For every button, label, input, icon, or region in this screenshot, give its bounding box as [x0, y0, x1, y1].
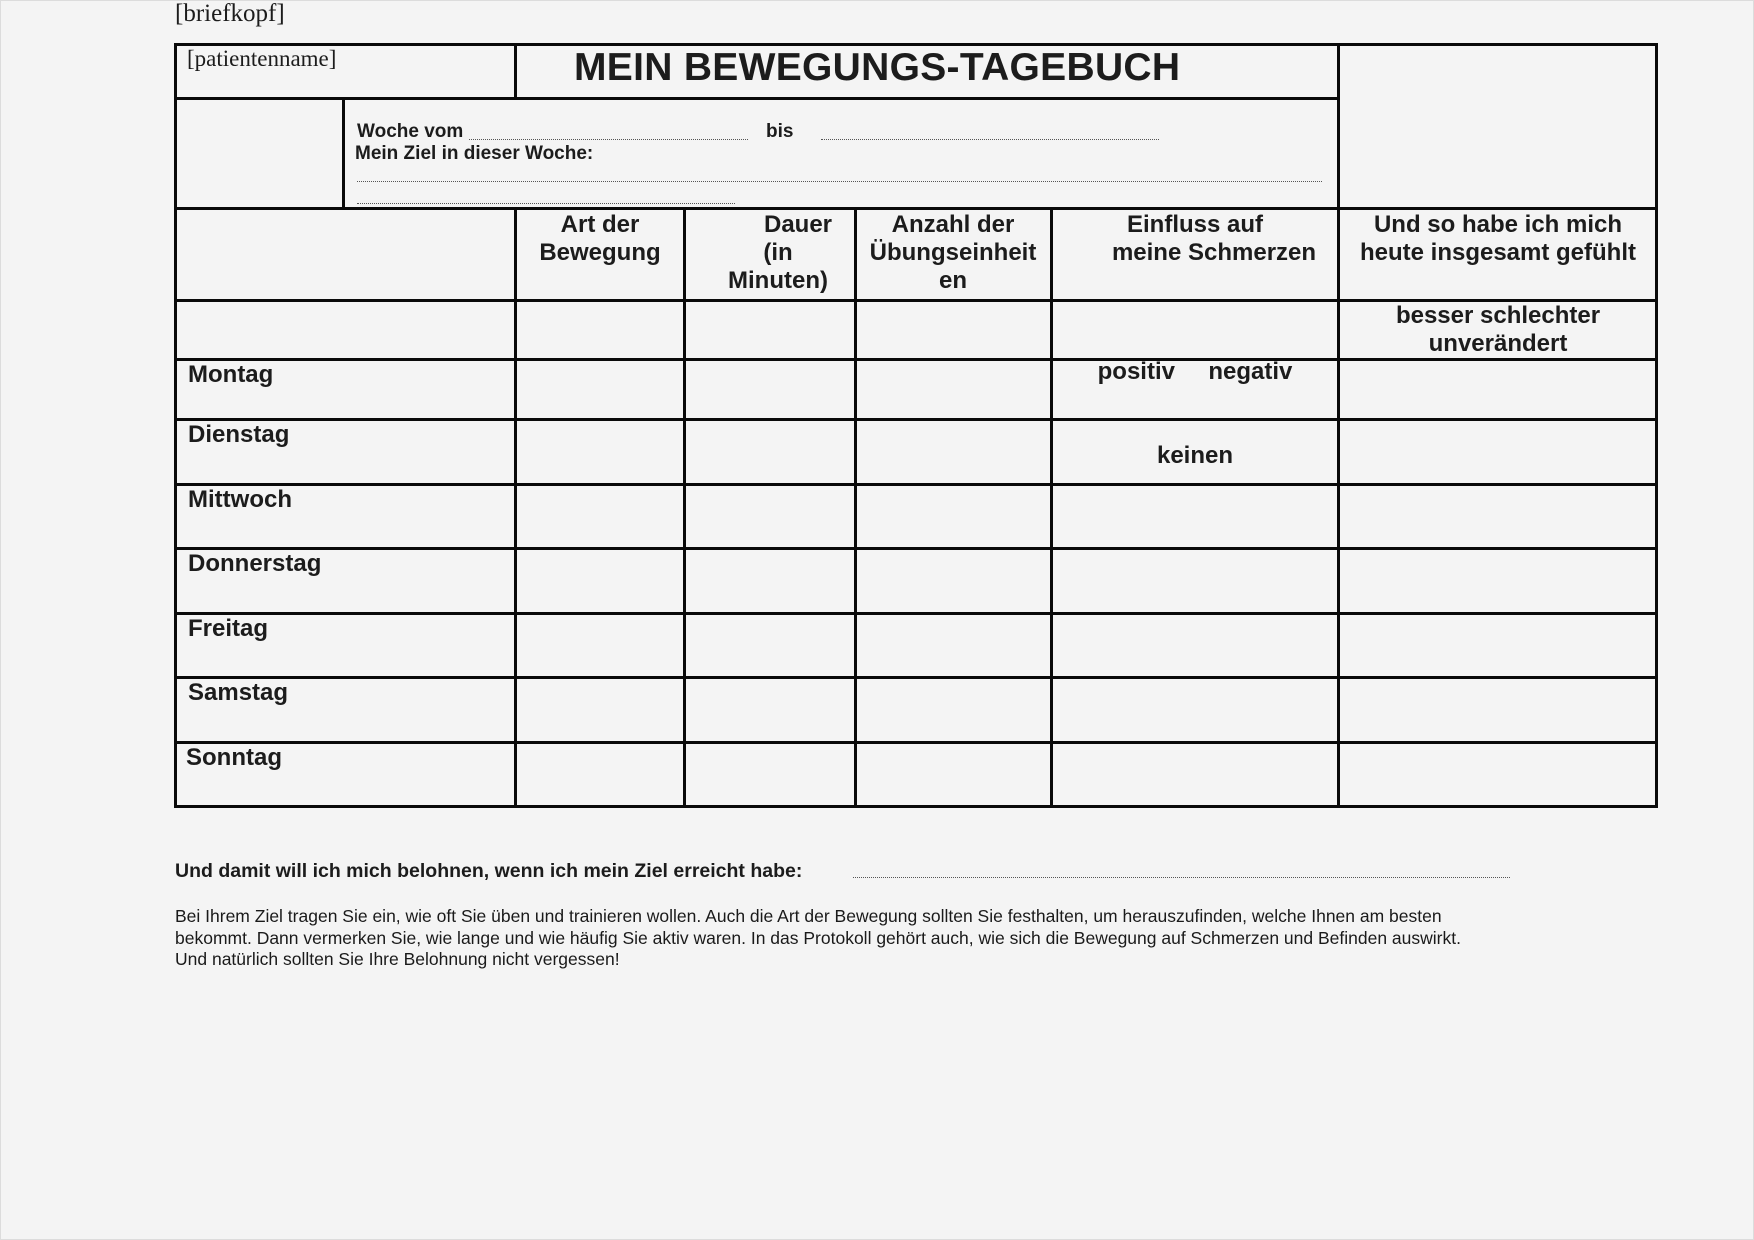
reward-field[interactable]	[853, 877, 1510, 878]
column-header-feeling	[1340, 211, 1656, 267]
instructions-line: Bei Ihrem Ziel tragen Sie ein, wie oft Sie üben und trainieren wollen. Auch die Art der Bewegung sollten Sie festhalten, um herauszufinden, welche Ihnen am besten	[175, 906, 1442, 926]
instructions-line: bekommt. Dann vermerken Sie, wie lange und wie häufig Sie aktiv waren. In das Protokoll gehört auch, wie sich die Bewegung auf Schmerzen und Befinden auswirkt.	[175, 927, 1461, 948]
header-line: Art der	[560, 211, 640, 238]
feeling-options	[1340, 302, 1656, 358]
options-line: keinen	[1156, 442, 1234, 469]
table-border-bottom	[174, 805, 1658, 808]
table-border-right	[1655, 43, 1658, 808]
header-line: Einfluss auf	[1126, 211, 1264, 238]
day-label-dienstag: Dienstag	[188, 421, 290, 448]
header-line: Dauer	[763, 211, 833, 238]
letterhead-placeholder: [briefkopf]	[175, 0, 285, 27]
divider-week-left	[342, 97, 345, 209]
table-divider-header	[174, 207, 1658, 210]
week-from-field[interactable]	[469, 139, 748, 140]
table-divider-montag	[174, 358, 1658, 361]
divider-type-col	[514, 207, 517, 808]
header-line: Bewegung	[539, 239, 661, 266]
patient-name-placeholder: [patientenname]	[187, 46, 337, 71]
header-line: Anzahl der	[891, 211, 1015, 238]
page-title: MEIN BEWEGUNGS-TAGEBUCH	[574, 46, 1181, 89]
header-line: Minuten)	[728, 267, 828, 294]
header-line: en	[938, 267, 967, 294]
goal-field-line2[interactable]	[357, 203, 735, 204]
instructions-line: Und natürlich sollten Sie Ihre Belohnung nicht vergessen!	[175, 949, 620, 969]
options-line: unverändert	[1428, 330, 1568, 357]
goal-label: Mein Ziel in dieser Woche:	[355, 143, 594, 164]
options-line: besser schlechter	[1395, 302, 1601, 329]
day-label-samstag: Samstag	[188, 679, 289, 706]
week-to-label: bis	[766, 121, 794, 142]
day-label-sonntag: Sonntag	[186, 744, 282, 771]
table-divider-mittwoch	[174, 483, 1658, 486]
divider-feeling-col	[1337, 43, 1340, 808]
table-divider-sonntag	[174, 741, 1658, 744]
goal-field-line1[interactable]	[357, 181, 1322, 182]
header-line: (in	[763, 239, 793, 266]
instructions-paragraph	[175, 906, 1595, 971]
day-label-donnerstag: Donnerstag	[188, 550, 322, 577]
options-line: positiv negativ	[1097, 358, 1293, 385]
reward-label: Und damit will ich mich belohnen, wenn ich mein Ziel erreicht habe:	[175, 860, 803, 882]
week-from-label: Woche vom	[357, 121, 464, 142]
header-line: Übungseinheit	[869, 239, 1037, 266]
table-divider-samstag	[174, 676, 1658, 679]
column-header-pain-effect	[1053, 211, 1337, 267]
table-divider-freitag	[174, 612, 1658, 615]
pain-effect-options	[1053, 302, 1337, 498]
table-divider-donnerstag	[174, 547, 1658, 550]
day-label-montag: Montag	[188, 361, 274, 388]
divider-pain-col	[1050, 207, 1053, 808]
table-divider-row2	[174, 97, 1339, 100]
divider-duration-col	[683, 207, 686, 808]
day-label-freitag: Freitag	[188, 615, 269, 642]
header-line: heute insgesamt gefühlt	[1359, 239, 1637, 266]
header-line: meine Schmerzen	[1111, 239, 1317, 266]
week-to-field[interactable]	[821, 139, 1159, 140]
table-divider-dienstag	[174, 418, 1658, 421]
column-header-sessions	[857, 211, 1049, 295]
column-header-duration	[703, 211, 853, 295]
day-label-mittwoch: Mittwoch	[188, 486, 292, 513]
header-line: Und so habe ich mich	[1373, 211, 1623, 238]
table-border-left	[174, 43, 177, 808]
divider-name-title	[514, 43, 517, 99]
divider-sessions-col	[854, 207, 857, 808]
column-header-type	[517, 211, 683, 267]
